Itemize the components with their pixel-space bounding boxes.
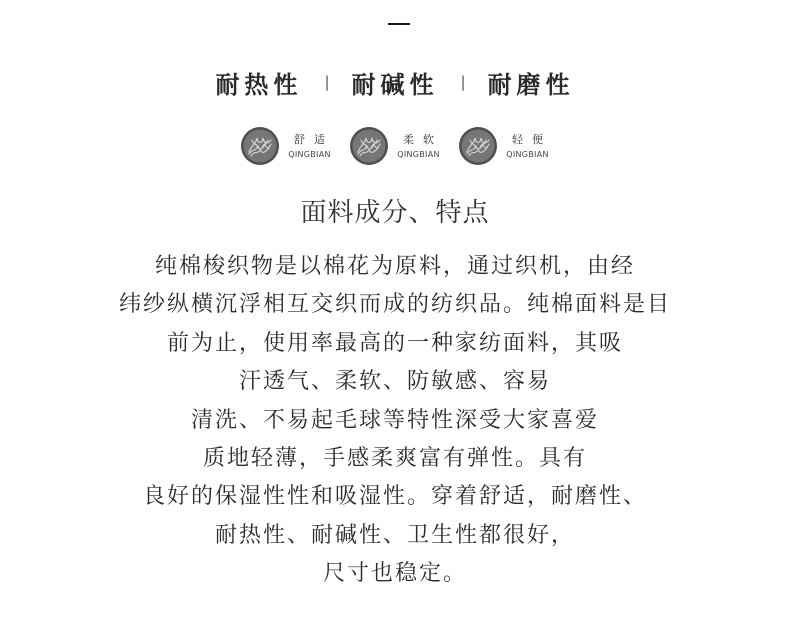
description-line: 清洗、不易起毛球等特性深受大家喜爱	[190, 407, 599, 433]
badge-soft	[349, 126, 442, 166]
property-separator: |	[460, 72, 466, 91]
section-title: 面料成分、特点	[300, 198, 490, 228]
property-alkali-resistance: 耐碱性	[351, 70, 439, 99]
description-line: 前为止，使用率最高的一种家纺面料，其吸	[166, 330, 623, 356]
description-line: 良好的保湿性性和吸湿性。穿着舒适，耐磨性、	[142, 484, 647, 510]
fabric-description	[0, 248, 790, 594]
description-line: 纬纱纵横沉浮相互交织而成的纺织品。纯棉面料是目	[118, 292, 671, 318]
badge-label-en: QINGBIAN	[397, 149, 440, 159]
badge-label-en: QINGBIAN	[288, 149, 331, 159]
description-line: 纯棉梭织物是以棉花为原料，通过织机，由经	[154, 254, 635, 279]
fiber-circle-icon	[240, 126, 280, 166]
feature-badges	[0, 124, 790, 168]
badge-label-cn: 舒适	[294, 132, 334, 146]
badge-label-cn: 轻便	[512, 132, 552, 146]
description-line: 汗透气、柔软、防敏感、容易	[238, 369, 551, 395]
property-separator: |	[324, 72, 330, 91]
badge-label-en: QINGBIAN	[506, 149, 549, 159]
properties-row	[0, 64, 790, 100]
description-line: 尺寸也稳定。	[322, 561, 467, 587]
fiber-circle-icon	[458, 126, 498, 166]
property-heat-resistance: 耐热性	[215, 70, 303, 99]
description-line: 耐热性、耐碱性、卫生性都很好，	[214, 522, 575, 548]
badge-label-cn: 柔软	[403, 132, 443, 146]
badge-comfortable	[240, 126, 333, 166]
property-abrasion-resistance: 耐磨性	[487, 70, 575, 99]
description-line: 质地轻薄，手感柔爽富有弹性。具有	[202, 445, 587, 471]
top-dash-mark	[388, 23, 410, 25]
fiber-circle-icon	[349, 126, 389, 166]
badge-lightweight	[458, 126, 551, 166]
